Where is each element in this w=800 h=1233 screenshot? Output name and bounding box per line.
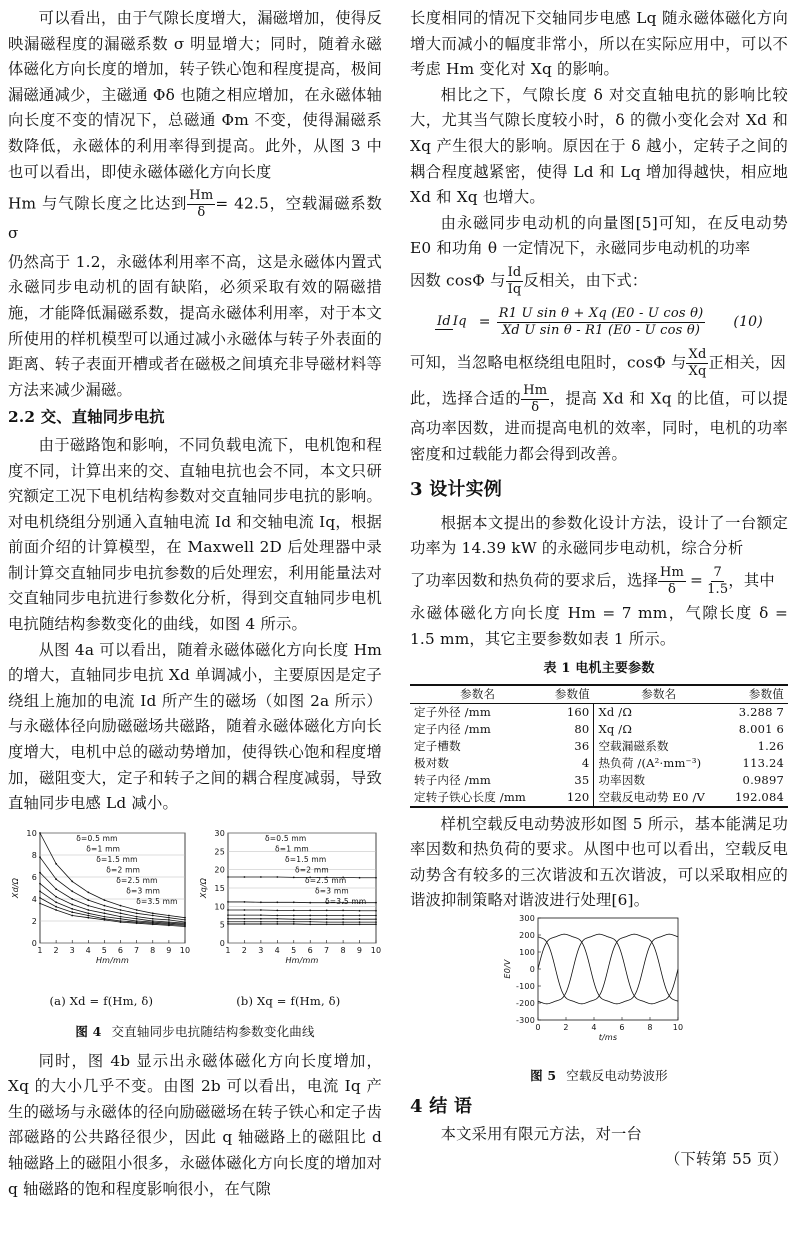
table-header: 参数名 [594, 685, 724, 704]
data-point [71, 903, 73, 905]
x-tick-label: 4 [274, 945, 280, 955]
table-cell: 0.9897 [742, 772, 784, 787]
data-point [359, 918, 361, 920]
data-point [104, 916, 106, 918]
table-cell: 3.288 7 [738, 704, 784, 719]
continued-note: （下转第 55 页） [665, 1150, 788, 1169]
table-cell: Xq /Ω [598, 721, 633, 736]
x-tick-label: 6 [117, 945, 124, 955]
figure-5-chart [410, 914, 788, 1050]
y-tick-label: -100 [516, 982, 535, 992]
data-point [39, 832, 41, 834]
data-point [39, 872, 41, 874]
y-tick-label: -300 [516, 1016, 535, 1026]
series-line [228, 910, 376, 911]
y-axis-label: Xd/Ω [11, 877, 20, 898]
data-point [359, 914, 361, 916]
x-tick-label: 10 [370, 945, 382, 955]
table-cell: 35 [545, 772, 594, 789]
table-cell: 空载反电动势 E0 /V [594, 789, 724, 807]
table-cell: 定转子铁心长度 /mm [410, 789, 545, 807]
data-point [227, 901, 229, 903]
paragraph: 同时，图 4b 显示出永磁体磁化方向长度增加，Xq 的大小几乎不变。由图 2b 可以看出，电流 Iq 产生的磁场与永磁体的径向励磁磁场在转子铁心和定子齿部磁路的公共路径很少，因此 q 轴磁路上的磁阻比 d 轴磁路上的磁阻小很多，永磁体磁化方向长度的增加对 q 轴磁路的饱和程度影响很小，在气隙 [8, 1051, 382, 1198]
table-cell: 4 [545, 755, 594, 772]
figure-5-caption: 图 5 空载反电动势波形 [530, 1067, 668, 1083]
x-tick-label: 6 [307, 945, 313, 955]
data-point [87, 899, 89, 901]
data-point [104, 905, 106, 907]
data-point [293, 914, 295, 916]
waveform-chart [503, 914, 683, 1042]
left-column [8, 6, 382, 1202]
data-point [260, 923, 262, 925]
data-point [87, 912, 89, 914]
data-point [276, 918, 278, 920]
data-point [71, 914, 73, 916]
y-tick-label: 8 [31, 850, 37, 860]
data-point [39, 902, 41, 904]
table-cell: 113.24 [742, 755, 784, 770]
y-tick-label: 200 [519, 931, 535, 941]
series-label: δ=1.5 mm [96, 854, 138, 864]
data-point [120, 909, 122, 911]
data-point [227, 909, 229, 911]
table-cell: 8.001 6 [738, 721, 784, 736]
data-point [276, 876, 278, 878]
data-point [227, 923, 229, 925]
paragraph-last: 本文采用有限元方法，对一台 （下转第 55 页） [410, 1122, 788, 1148]
table-row [410, 789, 788, 807]
table-cell: 空载漏磁系数 [598, 738, 669, 753]
data-point [104, 909, 106, 911]
data-point [39, 890, 41, 892]
data-point [120, 916, 122, 918]
data-point [342, 914, 344, 916]
table-row [410, 755, 788, 772]
x-axis-label: Hm/mm [285, 955, 319, 965]
y-axis-label: Xq/Ω [199, 877, 208, 898]
data-point [293, 909, 295, 911]
x-tick-label: 4 [85, 945, 91, 955]
data-point [375, 902, 377, 904]
data-point [71, 898, 73, 900]
y-tick-label: 30 [214, 828, 225, 838]
data-point [244, 901, 246, 903]
x-tick-label: 8 [647, 1023, 653, 1033]
data-point [309, 902, 311, 904]
x-tick-label: 6 [619, 1023, 625, 1033]
paragraph: 仍然高于 1.2，永磁体利用率不高，这是永磁体内置式永磁同步电动机的固有缺陷，必须采取有效的隔磁措施，才能降低漏磁系数，提高永磁体利用率，对于本文所使用的样机模型可以通过减小永磁体与转子外表面的距离、转子表面开槽或者在磁极之间填充非导磁材料等方法来减少漏磁。 [8, 252, 382, 399]
reactance-ratio-fraction: $\frac{Xd}{Xq}$ [688, 346, 707, 379]
data-point [342, 923, 344, 925]
series-label: δ=0.5 mm [76, 833, 118, 843]
current-ratio-fraction: $\frac{Id}{Iq}$ [507, 264, 522, 297]
data-point [227, 914, 229, 916]
data-point [342, 909, 344, 911]
x-tick-label: 9 [166, 945, 172, 955]
x-axis-label: t/ms [598, 1033, 618, 1043]
table-cell: 120 [545, 789, 594, 807]
data-point [120, 912, 122, 914]
series-label: δ=1.5 mm [285, 854, 327, 864]
data-point [293, 901, 295, 903]
figure-4b-subcaption: (b) Xq = f(Hm, δ) [236, 994, 341, 1009]
x-tick-label: 3 [258, 945, 264, 955]
table-header: 参数值 [545, 685, 594, 704]
paragraph: 根据本文提出的参数化设计方法，设计了一台额定功率为 14.39 kW 的永磁同步电动机，综合分析 [410, 513, 788, 558]
series-label: δ=3.5 mm [325, 896, 367, 906]
x-tick-label: 1 [225, 945, 231, 955]
data-point [276, 901, 278, 903]
data-point [326, 909, 328, 911]
line-chart [199, 829, 381, 965]
table-row [410, 772, 788, 789]
y-tick-label: 10 [26, 828, 37, 838]
data-point [152, 912, 154, 914]
table-row [410, 703, 788, 721]
data-point [309, 909, 311, 911]
data-point [55, 909, 57, 911]
series-label: δ=1 mm [86, 844, 121, 854]
table-header: 参数值 [724, 685, 788, 704]
figure-5 [410, 914, 788, 1088]
paragraph-ratio: 因数 cosΦ 与 $\frac{Id}{Iq}$ 反相关，由下式： [410, 264, 648, 297]
table-cell: 定子内径 /mm [414, 721, 491, 736]
data-point [71, 911, 73, 913]
table-cell: 定子槽数 [414, 738, 461, 753]
y-tick-label: 0 [31, 938, 37, 948]
data-point [293, 876, 295, 878]
paragraph: 长度相同的情况下交轴同步电感 Lq 随永磁体磁化方向增大而减小的幅度非常小，所以在实际应用中，可以不考虑 Hm 变化对 Xq 的影响。 [410, 9, 788, 79]
data-point [276, 914, 278, 916]
table-cell: 热负荷 /(A²·mm⁻³) [598, 755, 702, 770]
data-point [55, 906, 57, 908]
paragraph: 相比之下，气隙长度 δ 对交直轴电抗的影响比较大，尤其当气隙长度较小时，δ 的微小变化会对 Xd 和 Xq 产生很大的影响。原因在于 δ 越小，定转子之间的耦合程度越紧密，使得 Ld 和 Lq 增加得越快，相应地 Xd 和 Xq 也增大。 [410, 85, 788, 207]
data-point [168, 924, 170, 926]
data-point [120, 918, 122, 920]
data-point [227, 876, 229, 878]
data-point [359, 923, 361, 925]
table-title: 表 1 电机主要参数 [543, 661, 655, 677]
y-tick-label: 20 [214, 865, 225, 875]
data-point [136, 916, 138, 918]
y-axis-label: E0/V [503, 959, 512, 979]
table-cell: 转子内径 /mm [414, 772, 491, 787]
x-axis-label: Hm/mm [95, 955, 130, 965]
section-heading: 3 设计实例 [410, 479, 502, 501]
series-label: δ=2.5 mm [116, 875, 158, 885]
x-tick-label: 1 [37, 945, 43, 955]
line-chart [11, 829, 190, 965]
data-point [71, 880, 73, 882]
figure-4-caption: 图 4 交直轴同步电抗随结构参数变化曲线 [75, 1024, 315, 1039]
data-point [293, 921, 295, 923]
figure-4a-subcaption: (a) Xd = f(Hm, δ) [49, 994, 154, 1009]
data-point [260, 921, 262, 923]
data-point [152, 914, 154, 916]
table-1 [410, 656, 788, 808]
data-point [359, 921, 361, 923]
table-header: 参数名 [410, 685, 545, 704]
data-point [375, 918, 377, 920]
data-point [104, 899, 106, 901]
data-point [184, 917, 186, 919]
data-point [244, 876, 246, 878]
figure-4-charts [8, 827, 382, 979]
data-point [87, 909, 89, 911]
paragraph-ratio: 此，选择合适的 $\frac{Hm}{\delta}$ ，提高 Xd 和 Xq 的比值，可以提高功率因数，进而提高电机的效率，同时，电机的功率密度和过载能力都会得到改善。 [410, 382, 788, 463]
data-point [136, 922, 138, 924]
data-point [87, 914, 89, 916]
data-point [326, 918, 328, 920]
x-tick-label: 8 [150, 945, 156, 955]
data-point [87, 917, 89, 919]
data-point [120, 921, 122, 923]
phase-waveform [538, 934, 678, 1004]
data-point [326, 921, 328, 923]
y-tick-label: 0 [529, 965, 535, 975]
x-tick-label: 3 [69, 945, 75, 955]
data-point [184, 919, 186, 921]
data-point [136, 918, 138, 920]
data-point [260, 914, 262, 916]
table-cell: 功率因数 [598, 772, 646, 787]
data-point [375, 921, 377, 923]
y-tick-label: 5 [219, 920, 225, 930]
table-header-row [410, 685, 788, 704]
x-tick-label: 10 [672, 1023, 684, 1033]
table-cell: 192.084 [724, 789, 788, 807]
figure-4 [8, 827, 382, 1045]
data-point [55, 896, 57, 898]
data-point [260, 909, 262, 911]
x-tick-label: 5 [101, 945, 108, 955]
data-point [244, 909, 246, 911]
data-point [342, 921, 344, 923]
y-tick-label: 25 [214, 847, 225, 857]
x-tick-label: 8 [340, 945, 346, 955]
y-tick-label: 6 [31, 872, 37, 882]
y-tick-label: 0 [219, 938, 225, 948]
data-point [227, 921, 229, 923]
y-tick-label: 100 [519, 948, 535, 958]
series-label: δ=3 mm [315, 886, 349, 896]
table-cell: 160 [545, 703, 594, 721]
x-tick-label: 0 [535, 1023, 541, 1033]
data-point [55, 888, 57, 890]
data-point [244, 914, 246, 916]
data-point [55, 863, 57, 865]
series-label: δ=2 mm [295, 865, 329, 875]
table-cell: Xd /Ω [598, 704, 633, 719]
x-tick-label: 2 [241, 945, 248, 955]
data-point [152, 923, 154, 925]
data-point [39, 883, 41, 885]
series-label: δ=1 mm [275, 844, 309, 854]
series-label: δ=2.5 mm [305, 875, 347, 885]
data-point [39, 897, 41, 899]
y-tick-label: 4 [31, 894, 37, 904]
series-label: δ=2 mm [106, 865, 141, 875]
data-point [326, 914, 328, 916]
data-point [55, 878, 57, 880]
data-point [276, 923, 278, 925]
data-point [309, 923, 311, 925]
series-label: δ=3 mm [126, 886, 161, 896]
paragraph: 由于磁路饱和影响，不同负载电流下，电机饱和程度不同，计算出来的交、直轴电抗也会不同，本文只研究额定工况下电机结构参数对交直轴同步电抗的影响。对电机绕组分别通入直轴电流 Id 和交轴电流 Iq，根据前面介绍的计算模型，在 Maxwell 2D 后处理器中录制计算交直轴同步电抗参数的后处理宏，利用能量法对交直轴同步电抗进行参数化分析，得到交直轴同步电机电抗随结构参数变化的曲线，如图 4 所示。 [8, 435, 382, 634]
data-point [136, 909, 138, 911]
equation-10: Id Iq = $\frac{\text{R1 U sin θ + Xq (E0 - U cos θ)}}{\text{Xd U sin θ - R1 (E0 - U cos θ)}}$ (10) [437, 305, 763, 338]
paragraph: 样机空载反电动势波形如图 5 所示，基本能满足功率因数和热负荷的要求。从图中也可以看出，空载反电动势含有较多的三次谐波和五次谐波，可以采取相应的谐波抑制策略对谐波进行处理[6]。 [410, 814, 788, 910]
y-tick-label: 2 [31, 916, 37, 926]
data-point [244, 923, 246, 925]
paragraph: 由永磁同步电动机的向量图[5]可知，在反电动势 E0 和功角 θ 一定情况下，永磁同步电动机的功率 [410, 213, 788, 258]
right-column [410, 6, 788, 1173]
data-point [244, 918, 246, 920]
y-tick-label: 10 [214, 902, 225, 912]
data-point [260, 876, 262, 878]
data-point [184, 925, 186, 927]
ratio-fraction: $\frac{Hm}{\delta}$ [189, 188, 214, 221]
data-point [375, 877, 377, 879]
data-point [359, 877, 361, 879]
data-point [152, 918, 154, 920]
data-point [293, 923, 295, 925]
data-point [342, 918, 344, 920]
parameter-table [410, 684, 788, 808]
data-point [39, 856, 41, 858]
x-tick-label: 7 [324, 945, 330, 955]
x-tick-label: 2 [53, 945, 59, 955]
data-point [375, 910, 377, 912]
data-point [260, 918, 262, 920]
table-cell: 定子外径 /mm [414, 704, 491, 719]
table-cell: 1.26 [757, 738, 784, 753]
x-tick-label: 9 [356, 945, 363, 955]
data-point [276, 921, 278, 923]
table-cell: 36 [545, 738, 594, 755]
data-point [168, 914, 170, 916]
paragraph: 永磁体磁化方向长度 Hm = 7 mm，气隙长度 δ = 1.5 mm，其它主要参数如表 1 所示。 [410, 603, 788, 648]
table-cell: 极对数 [414, 755, 450, 770]
data-point [120, 905, 122, 907]
data-point [71, 908, 73, 910]
data-point [309, 914, 311, 916]
data-point [375, 914, 377, 916]
paragraph: 从图 4a 可以看出，随着永磁体磁化方向长度 Hm 的增大，直轴同步电抗 Xd 单调减小，主要原因是定子绕组上施加的电流 Id 所产生的磁场（如图 2a 所示）与永磁体径向励磁磁场共磁路，随着永磁体磁化方向长度增大，电机中总的磁动势增加，使得铁心饱和程度增加，磁阻变大，定子和转子之间的耦合程度减弱，导致直轴同步电感 Ld 减小。 [8, 640, 382, 813]
data-point [309, 921, 311, 923]
data-point [104, 919, 106, 921]
paragraph-ratio: 可知，当忽略电枢绕组电阻时，cosΦ 与 $\frac{Xd}{Xq}$ 正相关，因 [410, 346, 786, 379]
y-tick-label: -200 [516, 999, 535, 1009]
data-point [359, 910, 361, 912]
data-point [260, 901, 262, 903]
series-label: δ=3.5 mm [136, 896, 178, 906]
table-row [410, 721, 788, 738]
data-point [87, 891, 89, 893]
table-cell: 80 [545, 721, 594, 738]
x-tick-label: 7 [134, 945, 140, 955]
paragraph: 可以看出，由于气隙长度增大，漏磁增加，使得反映漏磁程度的漏磁系数 σ 明显增大；同时，随着永磁体磁化方向长度的增加，转子铁心饱和程度提高，极间漏磁通减少，主磁通 Φδ 也随之相应增加，在永磁体轴向长度不变的情况下，总磁通 Φm 不变，使得漏磁系数降低，永磁体的利用率得到提高。此外，从图 3 中也可以看出，即使永磁体磁化方向长度 [8, 9, 382, 181]
data-point [375, 923, 377, 925]
y-tick-label: 300 [519, 914, 535, 924]
data-point [227, 918, 229, 920]
equation-number: (10) [733, 313, 763, 330]
x-tick-label: 4 [591, 1023, 597, 1033]
series-label: δ=0.5 mm [265, 833, 307, 843]
data-point [55, 901, 57, 903]
data-point [168, 919, 170, 921]
paragraph-ratio: Hm 与气隙长度之比达到 $\frac{Hm}{\delta}$ = 42.5，空载漏磁系数 σ [8, 188, 383, 243]
data-point [87, 905, 89, 907]
data-point [168, 917, 170, 919]
data-point [244, 921, 246, 923]
section-heading: 2.2 交、直轴同步电抗 [8, 408, 165, 427]
x-tick-label: 5 [291, 945, 297, 955]
data-point [276, 909, 278, 911]
x-tick-label: 2 [563, 1023, 569, 1033]
data-point [104, 912, 106, 914]
data-point [293, 918, 295, 920]
ratio-fraction: $\frac{Hm}{\delta}$ [523, 382, 548, 415]
data-point [309, 918, 311, 920]
x-tick-label: 10 [179, 945, 191, 955]
data-point [71, 890, 73, 892]
data-point [326, 923, 328, 925]
section-heading: 4 结 语 [410, 1096, 473, 1118]
data-point [136, 912, 138, 914]
y-tick-label: 15 [214, 883, 225, 893]
table-row [410, 738, 788, 755]
series-line [228, 877, 376, 878]
paragraph-ratio: 了功率因数和热负荷的要求后，选择 $\frac{Hm}{\delta}$ = $\frac{7}{1.5}$ ，其中 [410, 564, 775, 597]
